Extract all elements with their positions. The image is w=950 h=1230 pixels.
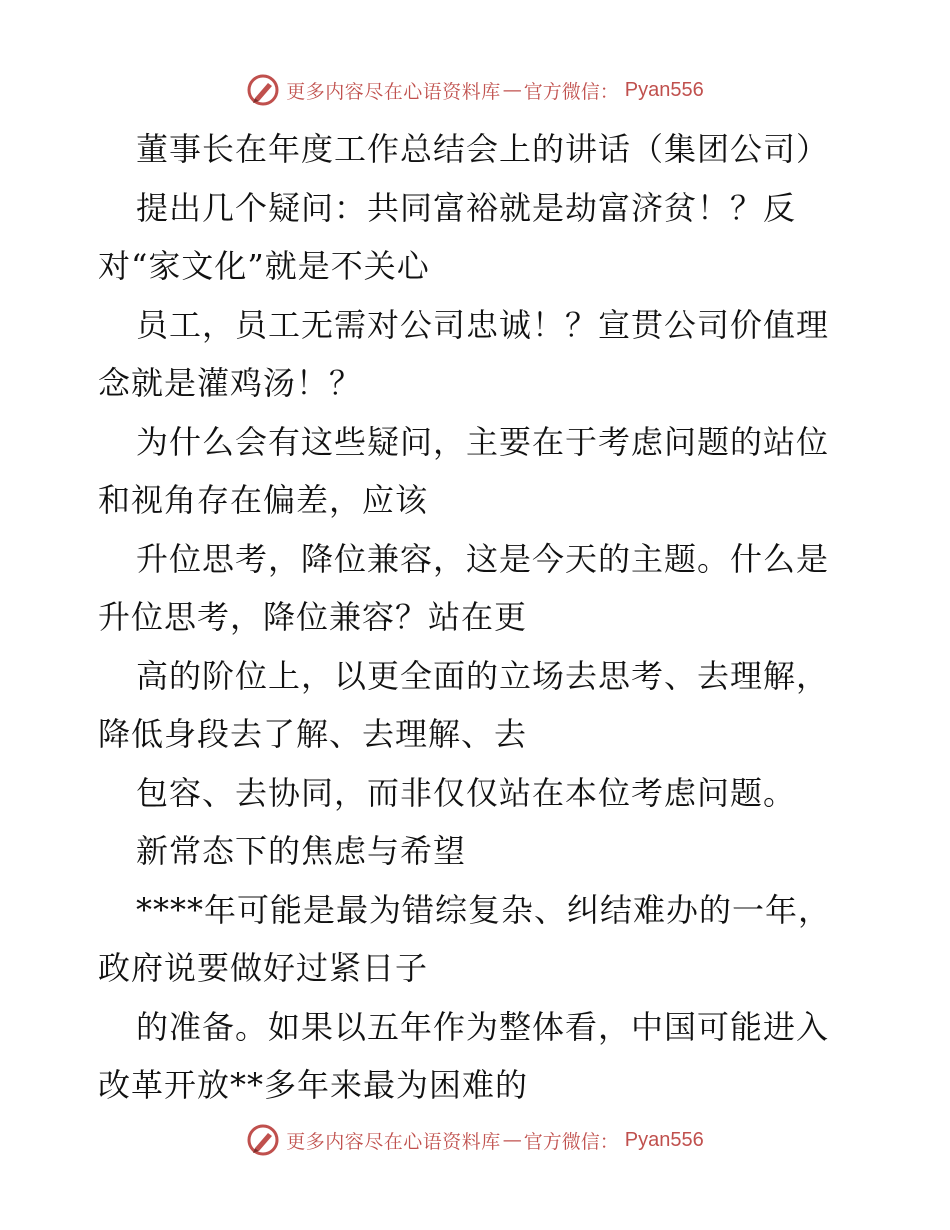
watermark-text: 更多内容尽在心语资料库 xyxy=(286,80,501,103)
doc-line-2: 提出几个疑问：共同富裕就是劫富济贫！？反 xyxy=(136,188,797,227)
doc-line-13: 新常态下的焦虑与希望 xyxy=(136,832,467,870)
footer-watermark xyxy=(0,1120,950,1160)
doc-line-4: 员工，员工无需对公司忠诚！？宣贯公司价值理 xyxy=(136,305,830,344)
document-body xyxy=(98,120,858,1115)
doc-line-1: 董事长在年度工作总结会上的讲话（集团公司） xyxy=(136,130,830,168)
doc-line-7: 和视角存在偏差，应该 xyxy=(98,481,429,519)
watermark-text: 更多内容尽在心语资料库 xyxy=(286,1130,501,1153)
doc-line-14: ****年可能是最为错综复杂、纠结难办的一年， xyxy=(136,890,832,929)
doc-line-16: 的准备。如果以五年作为整体看，中国可能进入 xyxy=(136,1007,830,1046)
doc-line-6: 为什么会有这些疑问，主要在于考虑问题的站位 xyxy=(136,422,830,461)
header-watermark xyxy=(0,70,950,110)
watermark-label: 官方微信： xyxy=(523,80,619,103)
doc-line-12: 包容、去协同，而非仅仅站在本位考虑问题。 xyxy=(136,773,797,812)
pen-logo-icon xyxy=(246,1123,280,1157)
doc-line-5: 念就是灌鸡汤！？ xyxy=(98,364,363,402)
doc-line-17: 改革开放**多年来最为困难的 xyxy=(98,1066,529,1104)
pen-logo-icon xyxy=(246,73,280,107)
doc-line-15: 政府说要做好过紧日子 xyxy=(98,949,429,987)
doc-line-11: 降低身段去了解、去理解、去 xyxy=(98,715,528,753)
doc-line-8: 升位思考，降位兼容，这是今天的主题。什么是 xyxy=(136,539,830,578)
doc-line-10: 高的阶位上，以更全面的立场去思考、去理解， xyxy=(136,656,830,695)
watermark-id: Pyan556 xyxy=(624,1128,704,1151)
watermark-label: 官方微信： xyxy=(523,1130,619,1153)
watermark-dash: — xyxy=(502,79,522,101)
watermark-dash: — xyxy=(502,1129,522,1151)
doc-line-9: 升位思考，降位兼容？站在更 xyxy=(98,598,528,636)
watermark-id: Pyan556 xyxy=(624,78,704,101)
doc-line-3: 对“家文化”就是不关心 xyxy=(98,247,430,285)
